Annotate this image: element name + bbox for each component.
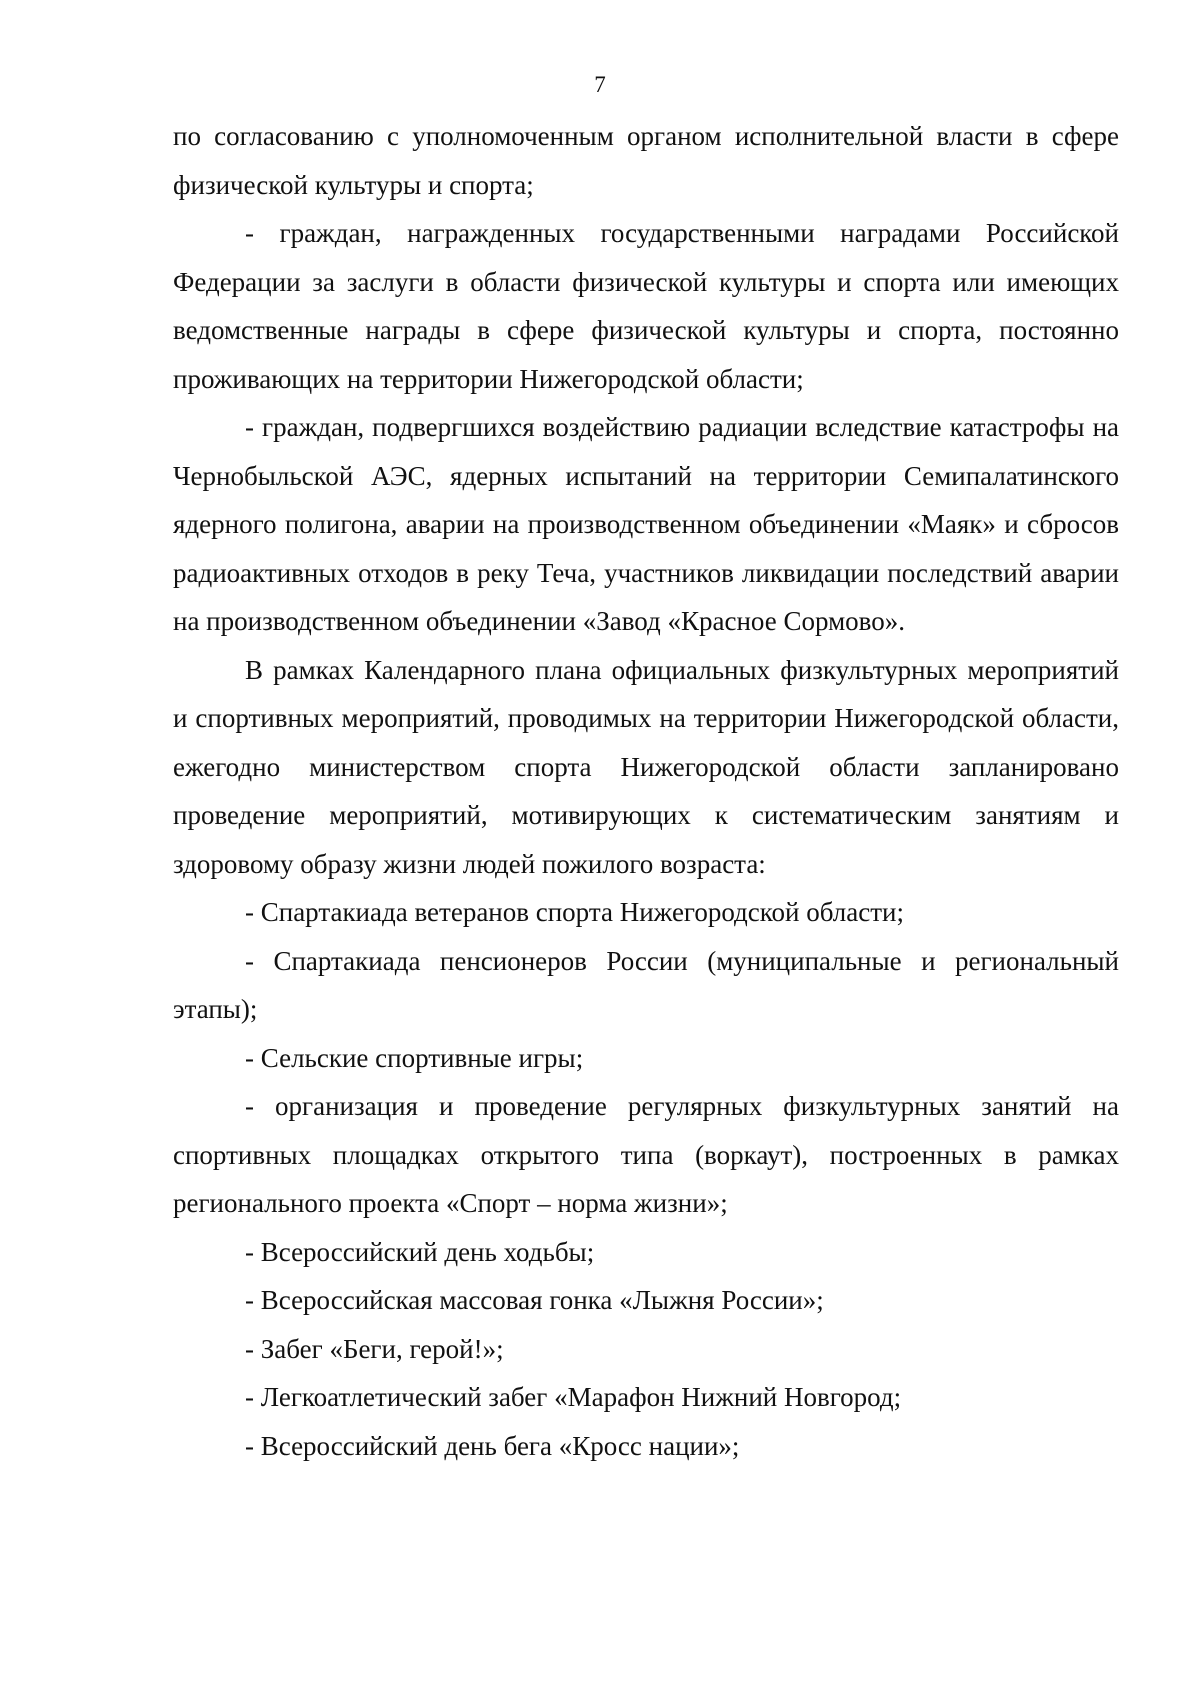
list-item-workout-classes: - организация и проведение регулярных физкультурных занятий на спортивных площадках открытого типа (воркаут), построенных в рамках регионального проекта «Спорт – норма жизни»;: [173, 1091, 1119, 1218]
page-number: 7: [594, 72, 606, 97]
list-item-walking-day: - Всероссийский день ходьбы;: [245, 1236, 595, 1267]
paragraph-radiation-victims: - граждан, подвергшихся воздействию радиации вследствие катастрофы на Чернобыльской АЭС, ядерных испытаний на территории Семипалатинского ядерного полигона, аварии на производственном объединении «Маяк» и сбросов радиоактивных отходов в реку Теча, участников ликвидации последствий аварии на производственном объединении «Завод «Красное Сормово».: [173, 412, 1119, 636]
list-item-marathon: - Легкоатлетический забег «Марафон Нижний Новгород;: [245, 1382, 902, 1412]
list-item-ski-race: - Всероссийская массовая гонка «Лыжня России»;: [245, 1285, 824, 1315]
list-item-cross-nation: - Всероссийский день бега «Кросс нации»;: [245, 1430, 740, 1461]
list-item-veterans-spartakiad: - Спартакиада ветеранов спорта Нижегородской области;: [245, 897, 904, 927]
paragraph-state-awards: - граждан, награжденных государственными наградами Российской Федерации за заслуги в области физической культуры и спорта или имеющих ведомственные награды в сфере физической культуры и спорта, постоянно проживающих на территории Нижегородской области;: [173, 218, 1119, 394]
paragraph-agreement: по согласованию с уполномоченным органом исполнительной власти в сфере физической культуры и спорта;: [173, 121, 1119, 200]
list-item-hero-run: - Забег «Беги, герой!»;: [245, 1333, 504, 1364]
list-item-pensioners-spartakiad: - Спартакиада пенсионеров России (муниципальные и региональный этапы);: [173, 945, 1119, 1024]
paragraph-calendar-plan: В рамках Календарного плана официальных физкультурных мероприятий и спортивных мероприятий, проводимых на территории Нижегородской области, ежегодно министерством спорта Нижегородской области запланировано проведение мероприятий, мотивирующих к систематическим занятиям и здоровому образу жизни людей пожилого возраста:: [173, 654, 1119, 879]
document-body: [173, 112, 1119, 1470]
list-item-rural-games: - Сельские спортивные игры;: [245, 1042, 584, 1073]
